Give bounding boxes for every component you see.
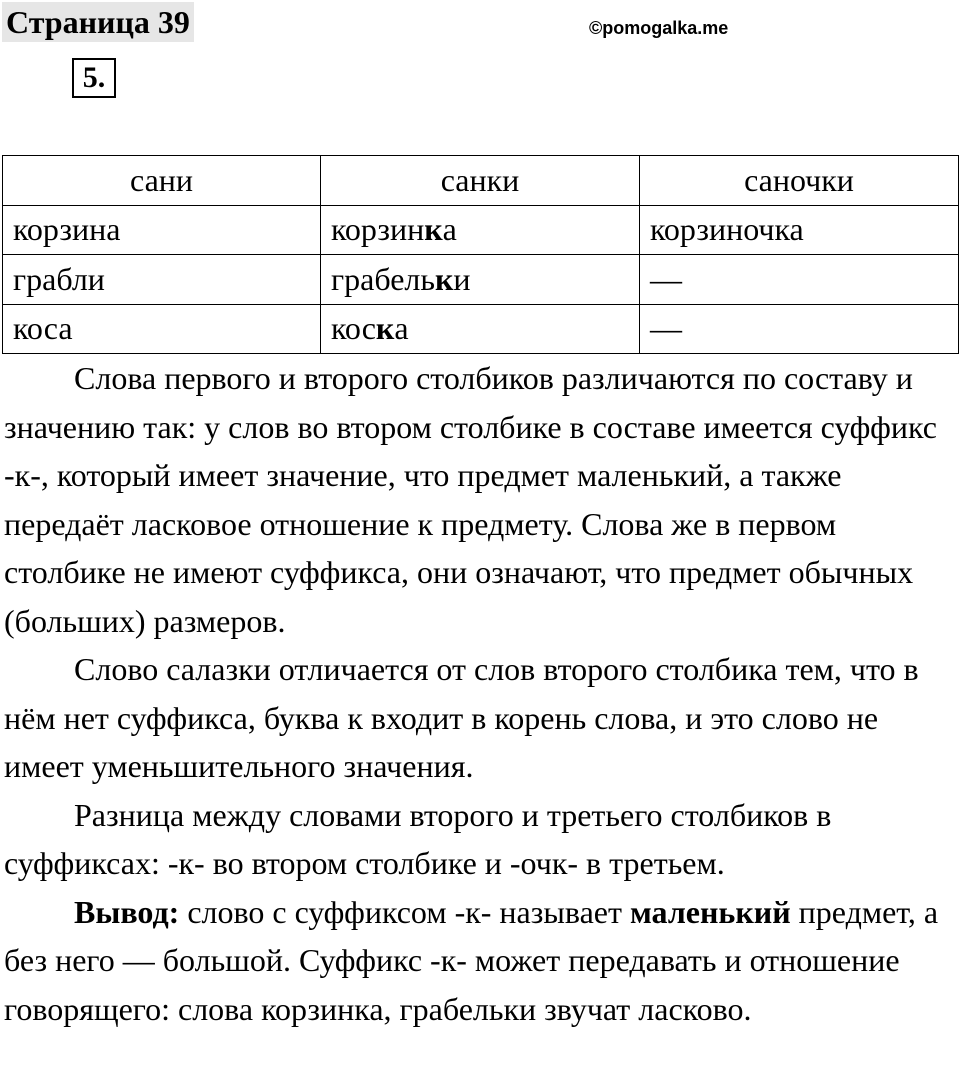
table-cell: грабельки (321, 255, 640, 305)
table-cell: коса (3, 304, 321, 354)
table-header: саночки (640, 156, 959, 206)
word-table (2, 155, 959, 354)
table-header: сани (3, 156, 321, 206)
conclusion-label: Вывод: (74, 893, 180, 930)
table-cell: корзинка (321, 205, 640, 255)
page-title: Страница 39 (2, 2, 194, 42)
table-cell: — (640, 304, 959, 354)
task-number: 5. (72, 58, 116, 98)
bold-word: маленький (629, 893, 791, 930)
table-cell: корзиночка (640, 205, 959, 255)
table-row (3, 205, 959, 255)
table-header-row (3, 156, 959, 206)
answer-text (4, 354, 956, 1033)
paragraph: Слова первого и второго столбиков различаются по составу и значению так: у слов во втором столбике в составе имеется суффикс -к-, который имеет значение, что предмет маленький, а также передаёт ласковое отношение к предмету. Слова же в первом столбике не имеют суффикса, они означают, что предмет обычных (больших) размеров. (4, 360, 937, 639)
paragraph: Слово салазки отличается от слов второго столбика тем, что в нём нет суффикса, буква к входит в корень слова, и это слово не имеет уменьшительного значения. (4, 651, 919, 784)
conclusion-paragraph: Вывод: слово с суффиксом -к- называет маленький предмет, а без него — большой. Суффикс -к- может передавать и отношение говорящего: слова корзинка, грабельки звучат ласково. (4, 893, 939, 1027)
table-cell: — (640, 255, 959, 305)
table-cell: коска (321, 304, 640, 354)
table-header: санки (321, 156, 640, 206)
watermark: ©pomogalka.me (589, 18, 729, 38)
table-cell: корзина (3, 205, 321, 255)
table-cell: грабли (3, 255, 321, 305)
table-row (3, 304, 959, 354)
table-row (3, 255, 959, 305)
paragraph: Разница между словами второго и третьего столбиков в суффиксах: -к- во втором столбике и -очк- в третьем. (4, 796, 832, 881)
